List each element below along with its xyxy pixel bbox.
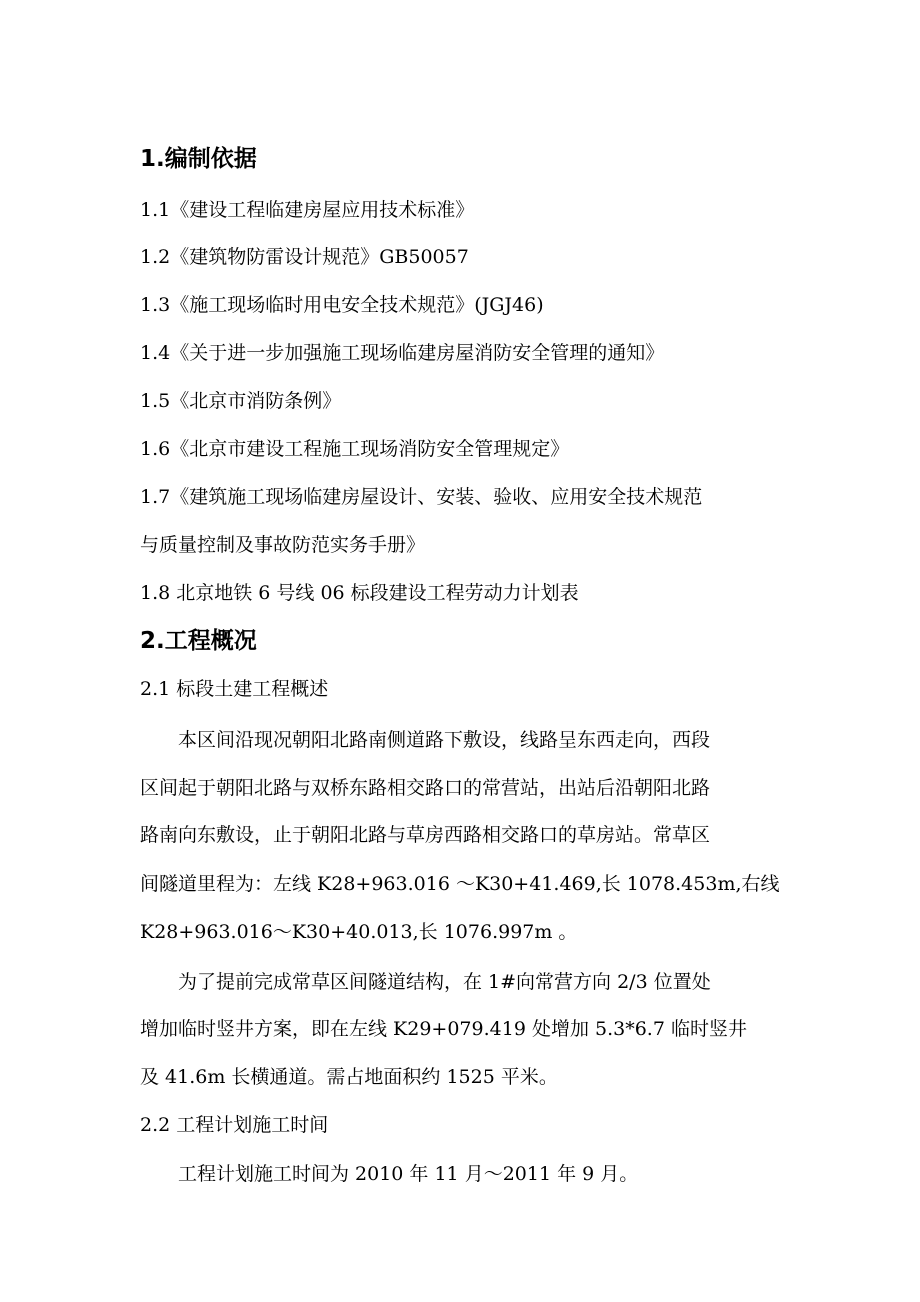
schedule-paragraph: 工程计划施工时间为 2010 年 11 月～2011 年 9 月。: [178, 1163, 639, 1185]
reference-item-1-8: 1.8 北京地铁 6 号线 06 标段建设工程劳动力计划表: [140, 582, 579, 604]
reference-item-1-3: 1.3《施工现场临时用电安全技术规范》(JGJ46): [140, 294, 544, 316]
shaft-paragraph-line: 增加临时竖井方案，即在左线 K29+079.419 处增加 5.3*6.7 临时竖井: [140, 1018, 747, 1040]
reference-item-1-1: 1.1《建设工程临建房屋应用技术标准》: [140, 199, 475, 221]
reference-item-1-2: 1.2《建筑物防雷设计规范》GB50057: [140, 246, 469, 268]
overview-paragraph-line: 本区间沿现况朝阳北路南侧道路下敷设，线路呈东西走向，西段: [178, 729, 711, 751]
reference-item-1-4: 1.4《关于进一步加强施工现场临建房屋消防安全管理的通知》: [140, 342, 665, 364]
reference-item-1-5: 1.5《北京市消防条例》: [140, 390, 342, 412]
reference-item-1-7-continued: 与质量控制及事故防范实务手册》: [140, 534, 426, 556]
shaft-paragraph-line: 及 41.6m 长横通道。需占地面积约 1525 平米。: [140, 1066, 558, 1088]
overview-paragraph-line: K28+963.016～K30+40.013,长 1076.997m 。: [140, 921, 578, 943]
reference-item-1-6: 1.6《北京市建设工程施工现场消防安全管理规定》: [140, 438, 570, 460]
section-1-heading: 1.编制依据: [140, 146, 257, 172]
section-2-heading: 2.工程概况: [140, 628, 257, 654]
shaft-paragraph-line: 为了提前完成常草区间隧道结构，在 1#向常营方向 2/3 位置处: [178, 971, 711, 993]
overview-paragraph-line: 间隧道里程为：左线 K28+963.016 ～K30+41.469,长 1078.453m,右线: [140, 873, 780, 895]
overview-paragraph-line: 区间起于朝阳北路与双桥东路相交路口的常营站，出站后沿朝阳北路: [140, 777, 711, 799]
subsection-2-2-title: 2.2 工程计划施工时间: [140, 1114, 329, 1136]
subsection-2-1-title: 2.1 标段土建工程概述: [140, 678, 329, 700]
reference-item-1-7: 1.7《建筑施工现场临建房屋设计、安装、验收、应用安全技术规范: [140, 486, 703, 508]
overview-paragraph-line: 路南向东敷设，止于朝阳北路与草房西路相交路口的草房站。常草区: [140, 824, 711, 846]
